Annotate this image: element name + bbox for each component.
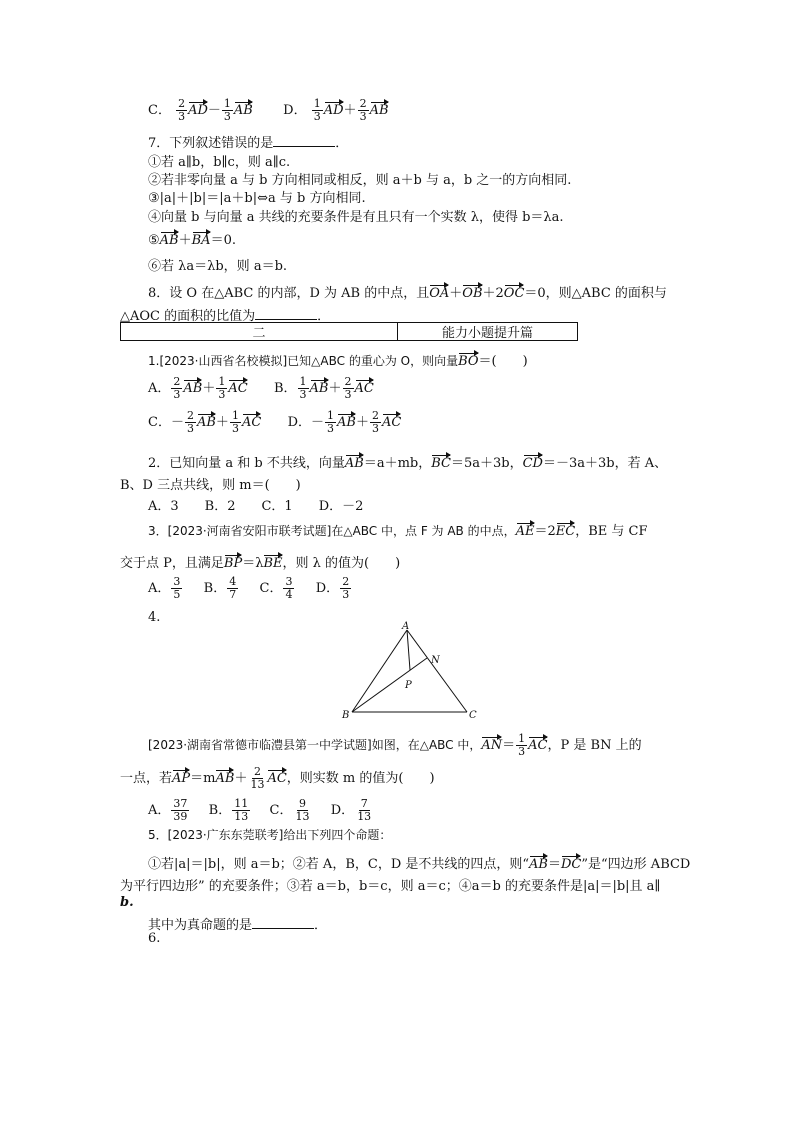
answer-blank — [255, 307, 317, 320]
vector: BO — [458, 354, 479, 369]
q7-item-5: ⑤AB＋BA＝0. — [148, 233, 236, 248]
fraction: $\frac{1}{3}$ — [223, 97, 231, 123]
label-c: C — [469, 710, 477, 721]
vector: AB — [159, 233, 179, 248]
p4-number: 4. — [148, 610, 161, 625]
segment-ap — [407, 630, 410, 670]
fraction: $\frac{2}{3}$ — [359, 97, 367, 123]
label-n: N — [431, 655, 440, 666]
segment-bn — [352, 658, 427, 712]
q8-line-1: 8．设 O 在△ABC 的内部，D 为 AB 的中点，且OA＋OB＋2OC＝0，则△ABC 的面积与 — [148, 286, 667, 301]
fraction: $\frac{2}{3}$ — [178, 97, 186, 123]
answer-blank — [273, 134, 335, 147]
p5-stem: 5．[2023·广东东莞联考]给出下列四个命题： — [148, 828, 392, 842]
section-header — [120, 322, 578, 341]
vector: OA — [429, 286, 450, 301]
vector: AD — [188, 103, 208, 118]
p5-line-4: 其中为真命题的是 ． — [148, 918, 328, 933]
p4-options: A． $\frac{37}{39}$ B． $\frac{11}{13}$ C． $\frac{9}{13}$ D． $\frac{7}{13}$ — [148, 797, 372, 823]
vector: AB — [369, 103, 389, 118]
q7-item-2: ②若非零向量 a 与 b 方向相同或相反，则 a＋b 与 a，b 之一的方向相同. — [148, 173, 572, 188]
side-ab — [352, 630, 407, 712]
vector: OC — [503, 286, 525, 301]
vector: AD — [323, 103, 344, 118]
option-d-label: D． — [283, 103, 307, 118]
vector: BA — [191, 233, 211, 248]
vector: AB — [233, 103, 253, 118]
p5-line-3: b. — [120, 895, 134, 910]
answer-blank — [252, 916, 314, 929]
p3-line-2: 交于点 P，且满足BP＝λBE，则 λ 的值为( ) — [120, 556, 401, 571]
p3-options: A． $\frac{3}{5}$ B． $\frac{4}{7}$ C． $\frac{3}{4}$ D． $\frac{2}{3}$ — [148, 575, 350, 601]
p2-line-2: B、D 三点共线，则 m＝( ) — [120, 478, 301, 493]
p1-stem: 1.[2023·山西省名校模拟]已知△ABC 的重心为 O，则向量BO＝( ) — [148, 354, 528, 369]
p2-line-1: 2．已知向量 a 和 b 不共线，向量AB＝a＋mb，BC＝5a＋3b，CD＝－3a＋3b，若 A、 — [148, 456, 668, 471]
p5-line-1: ①若|a|＝|b|，则 a＝b；②若 A，B，C，D 是不共线的四点，则“AB＝DC”是“四边形 ABCD — [148, 857, 691, 872]
p1-options-cd: C．－ $\frac{2}{3}$ AB＋ $\frac{1}{3}$ AC D．－ $\frac{1}{3}$ AB＋ $\frac{2}{3}$ AC — [148, 409, 402, 435]
p2-options: A．3 B．2 C．1 D．－2 — [148, 499, 364, 514]
p4-line-2: 一点，若AP＝mAB＋ $\frac{2}{13}$ AC，则实数 m 的值为( ) — [120, 765, 435, 791]
p4-line-1: [2023·湖南省常德市临澧县第一中学试题]如图，在△ABC 中，AN＝ $\frac{1}{3}$ AC，P 是 BN 上的 — [148, 732, 642, 758]
q7-item-1: ①若 a∥b，b∥c，则 a∥c. — [148, 155, 291, 170]
q8-line-2: △AOC 的面积的比值为 ． — [120, 309, 331, 324]
option-c-label: C． — [148, 103, 171, 118]
label-a: A — [402, 621, 410, 632]
vector: OB — [462, 286, 483, 301]
q7-item-6: ⑥若 λa＝λb，则 a＝b. — [148, 259, 288, 274]
q7-item-4: ④向量 b 与向量 a 共线的充要条件是有且只有一个实数 λ，使得 b＝λa. — [148, 210, 564, 225]
p5-line-2: 为平行四边形” 的充要条件；③若 a＝b，b＝c，则 a＝c；④a＝b 的充要条件是|a|＝|b|且 a∥ — [120, 879, 661, 894]
side-ac — [407, 630, 467, 712]
p6-number: 6. — [148, 931, 161, 946]
fraction: $\frac{1}{3}$ — [313, 97, 321, 123]
label-b: B — [342, 710, 350, 721]
section-title: 能力小题提升篇 — [441, 326, 533, 341]
section-number: 二 — [121, 323, 398, 340]
triangle-figure — [330, 620, 490, 725]
q7-stem: 7．下列叙述错误的是 ． — [148, 136, 349, 151]
p1-options-ab: A． $\frac{2}{3}$ AB＋ $\frac{1}{3}$ AC B． $\frac{1}{3}$ AB＋ $\frac{2}{3}$ AC — [148, 375, 374, 401]
label-p: P — [405, 680, 412, 691]
p3-line-1: 3．[2023·河南省安阳市联考试题]在△ABC 中，点 F 为 AB 的中点，AE＝2EC，BE 与 CF — [148, 524, 648, 539]
prev-options-line: C． $\frac{2}{3}$ AD－ $\frac{1}{3}$ AB D． $\frac{1}{3}$ AD＋ $\frac{2}{3}$ AB — [148, 97, 389, 123]
q7-item-3: ③|a|＋|b|＝|a＋b|⇔a 与 b 方向相同. — [148, 191, 366, 206]
